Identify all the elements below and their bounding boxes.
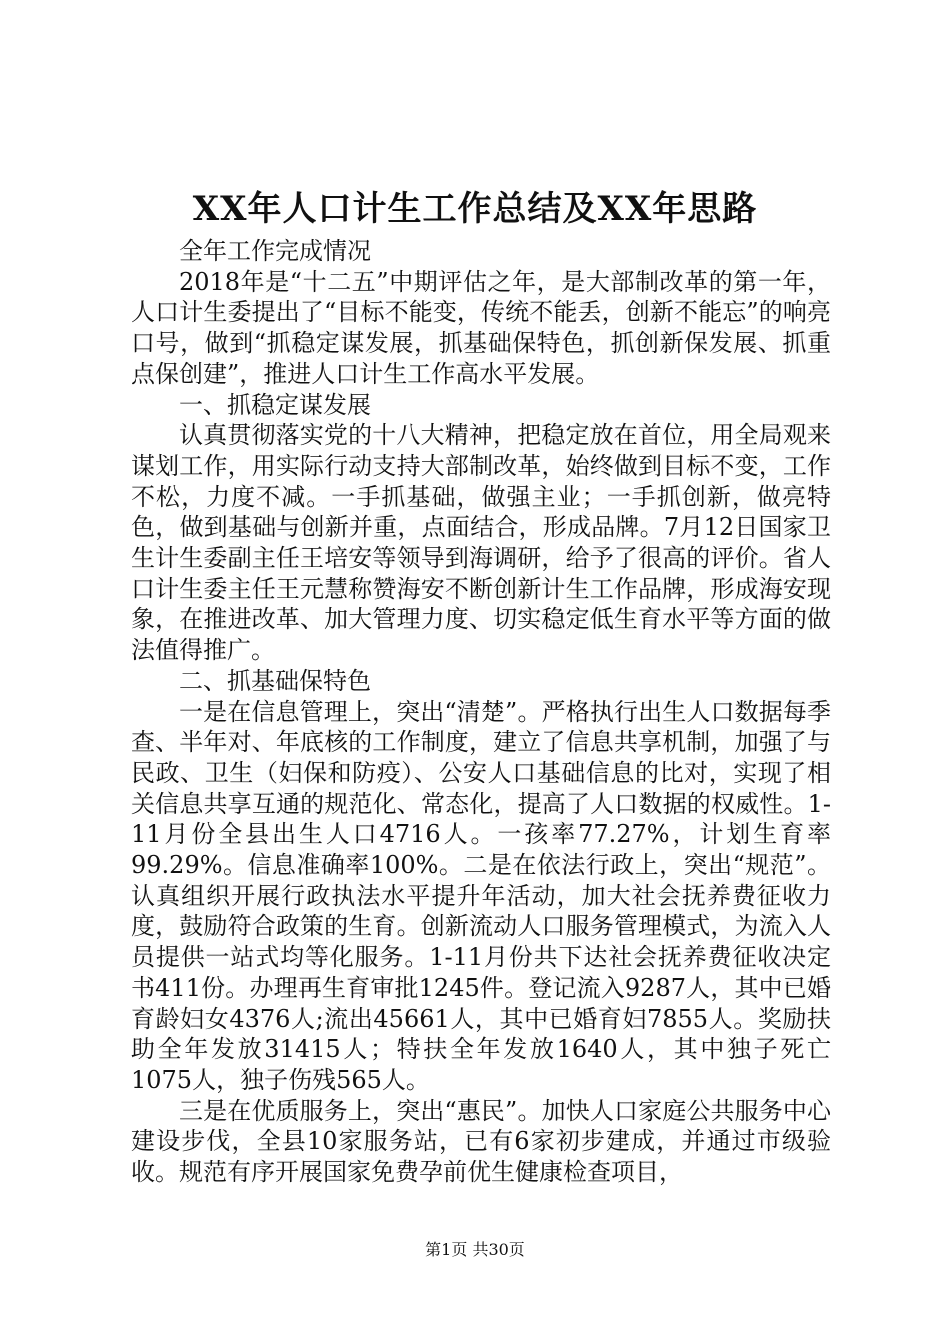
document-title: XX年人口计生工作总结及XX年思路 xyxy=(192,189,758,229)
paragraph-information-management: 一是在信息管理上，突出“清楚”。严格执行出生人口数据每季查、半年对、年底核的工作制度，建立了信息共享机制，加强了与民政、卫生（妇保和防疫）、公安人口基础信息的比对，实现了相关信息共享互通的规范化、常态化，提高了人口数据的权威性。1-11月份全县出生人口4716人。一孩率77.27%，计划生育率99.29%。信息准确率100%。二是在依法行政上，突出“规范”。认真组织开展行政执法水平提升年活动，加大社会抚养费征收力度，鼓励符合政策的生育。创新流动人口服务管理模式，为流入人员提供一站式均等化服务。1-11月份共下达社会抚养费征收决定书411份。办理再生育审批1245件。登记流入9287人，其中已婚育龄妇女4376人;流出45661人，其中已婚育妇7855人。奖励扶助全年发放31415人；特扶全年发放1640人，其中独子死亡1075人，独子伤残565人。 xyxy=(131,697,831,1094)
paragraph-intro: 2018年是“十二五”中期评估之年，是大部制改革的第一年，人口计生委提出了“目标不能变，传统不能丢，创新不能忘”的响亮口号，做到“抓稳定谋发展，抓基础保特色，抓创新保发展、抓重点保创建”，推进人口计生工作高水平发展。 xyxy=(131,267,831,388)
document-body xyxy=(131,236,831,1188)
paragraph-quality-service: 三是在优质服务上，突出“惠民”。加快人口家庭公共服务中心建设步伐，全县10家服务站，已有6家初步建成，并通过市级验收。规范有序开展国家免费孕前优生健康检查项目， xyxy=(131,1096,831,1187)
paragraph-stability: 认真贯彻落实党的十八大精神，把稳定放在首位，用全局观来谋划工作，用实际行动支持大部制改革，始终做到目标不变，工作不松，力度不减。一手抓基础，做强主业；一手抓创新，做亮特色，做到基础与创新并重，点面结合，形成品牌。7月12日国家卫生计生委副主任王培安等领导到海调研，给予了很高的评价。省人口计生委主任王元慧称赞海安不断创新计生工作品牌，形成海安现象，在推进改革、加大管理力度、切实稳定低生育水平等方面的做法值得推广。 xyxy=(131,421,831,665)
section-heading-2: 二、抓基础保特色 xyxy=(179,666,371,695)
section-heading-1: 一、抓稳定谋发展 xyxy=(179,390,371,419)
page-footer: 第1页 共30页 xyxy=(425,1240,525,1259)
paragraph-summary-heading: 全年工作完成情况 xyxy=(179,237,371,265)
